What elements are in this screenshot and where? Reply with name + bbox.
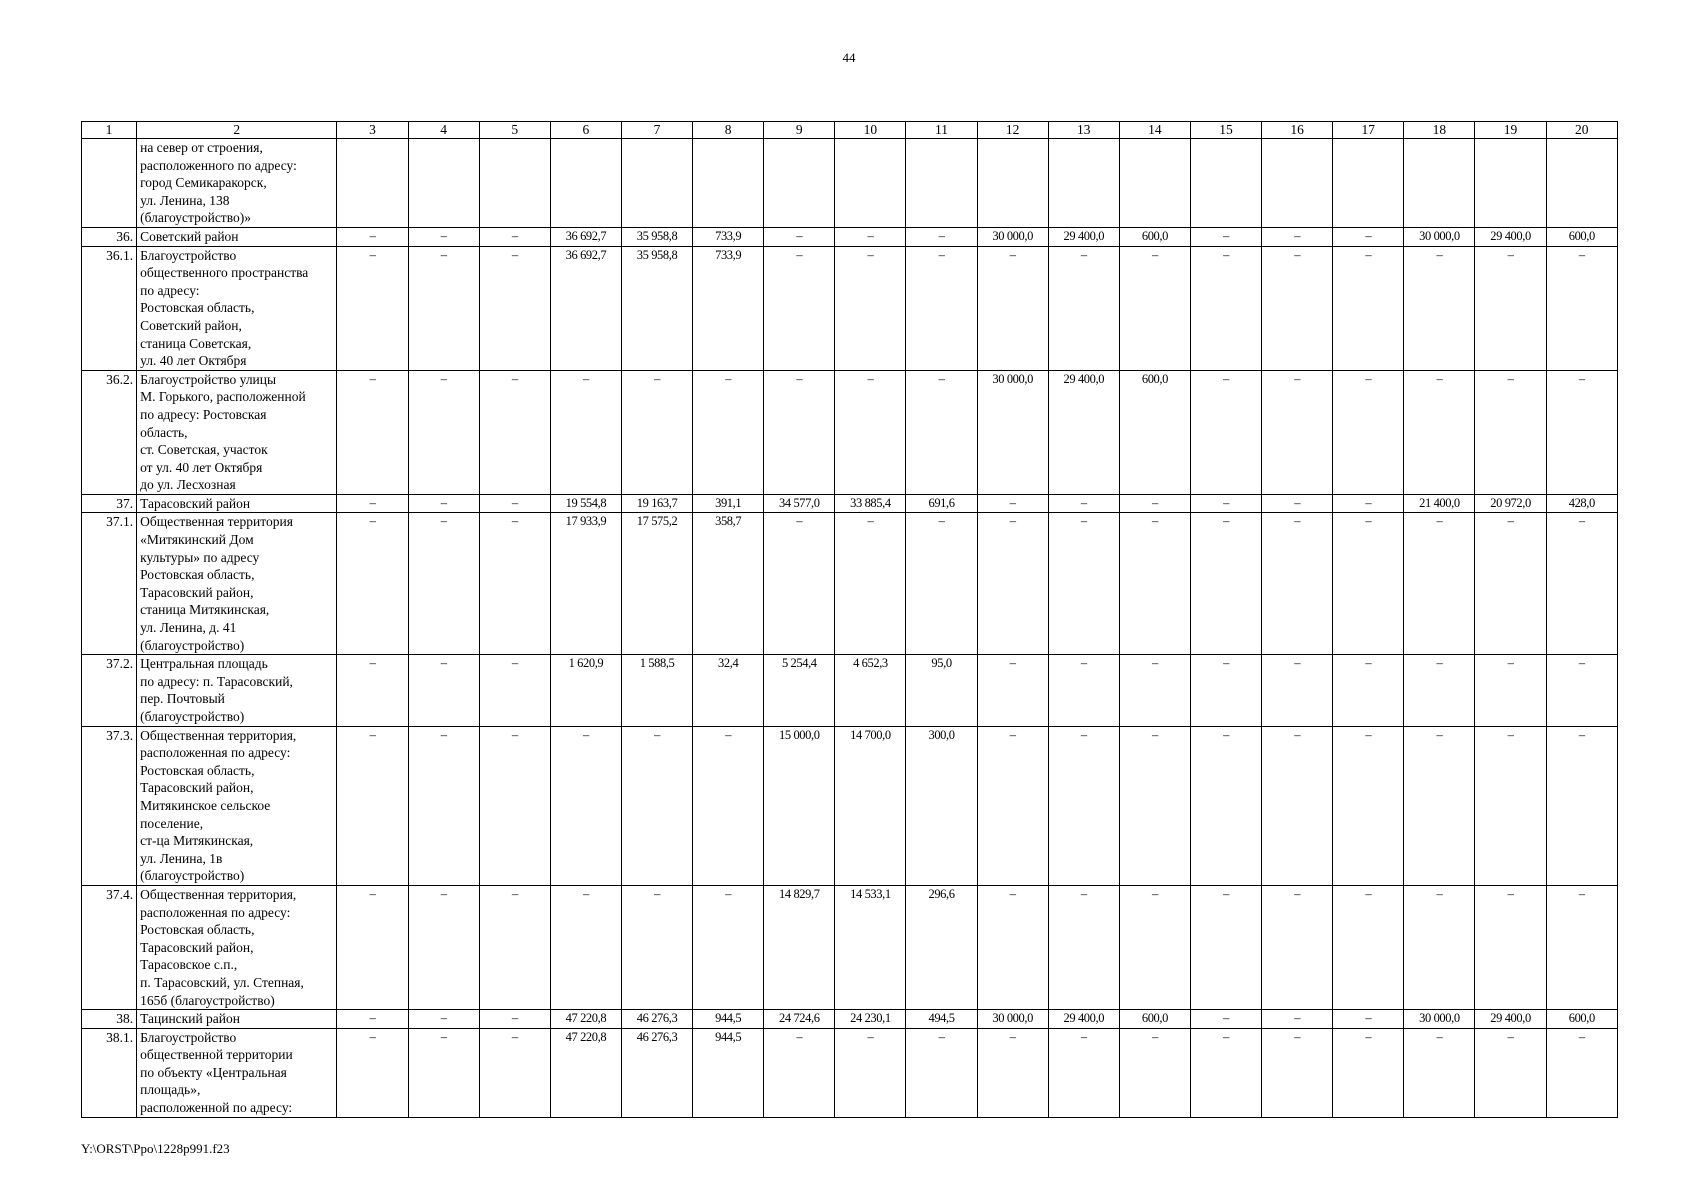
value-cell-col-15: –	[1190, 1010, 1261, 1029]
value-cell-col-5: –	[479, 246, 550, 370]
value-cell-col-15: –	[1190, 885, 1261, 1009]
value-cell-col-11	[906, 139, 977, 228]
value-cell-col-18: –	[1404, 370, 1475, 494]
value-cell-col-17: –	[1333, 655, 1404, 726]
value-cell-col-7: 35 958,8	[621, 227, 692, 246]
column-header-12: 12	[977, 122, 1048, 139]
value-cell-col-11: 296,6	[906, 885, 977, 1009]
value-cell-col-13: 29 400,0	[1048, 370, 1119, 494]
row-description: Общественная территория, расположенная по адресу: Ростовская область, Тарасовский район, Тарасовское с.п., п. Тарасовский, ул. Степная, 165б (благоустройство)	[137, 885, 337, 1009]
value-cell-col-13: 29 400,0	[1048, 1010, 1119, 1029]
column-header-2: 2	[137, 122, 337, 139]
column-header-15: 15	[1190, 122, 1261, 139]
header-row	[82, 122, 1618, 139]
value-cell-col-14: –	[1119, 513, 1190, 655]
value-cell-col-4: –	[408, 885, 479, 1009]
row-description: Благоустройство улицы М. Горького, расположенной по адресу: Ростовская область, ст. Советская, участок от ул. 40 лет Октября до ул. Лесхозная	[137, 370, 337, 494]
value-cell-col-13: –	[1048, 726, 1119, 885]
value-cell-col-19: –	[1475, 655, 1546, 726]
column-header-16: 16	[1262, 122, 1333, 139]
value-cell-col-7: –	[621, 885, 692, 1009]
value-cell-col-13	[1048, 139, 1119, 228]
value-cell-col-10: 33 885,4	[835, 494, 906, 513]
value-cell-col-16	[1262, 139, 1333, 228]
value-cell-col-6: 19 554,8	[550, 494, 621, 513]
column-header-9: 9	[764, 122, 835, 139]
page-number: 44	[842, 50, 856, 65]
row-description: Общественная территория, расположенная по адресу: Ростовская область, Тарасовский район, Митякинское сельское поселение, ст-ца Митякинская, ул. Ленина, 1в (благоустройство)	[137, 726, 337, 885]
value-cell-col-4: –	[408, 1010, 479, 1029]
value-cell-col-9: –	[764, 246, 835, 370]
value-cell-col-10: –	[835, 513, 906, 655]
row-number: 37.3.	[82, 726, 137, 885]
value-cell-col-7: 46 276,3	[621, 1028, 692, 1117]
value-cell-col-11: –	[906, 370, 977, 494]
column-header-10: 10	[835, 122, 906, 139]
value-cell-col-6: 1 620,9	[550, 655, 621, 726]
value-cell-col-12: 30 000,0	[977, 370, 1048, 494]
table-row	[82, 885, 1618, 1009]
value-cell-col-20: –	[1546, 655, 1617, 726]
value-cell-col-18: –	[1404, 885, 1475, 1009]
value-cell-col-16: –	[1262, 726, 1333, 885]
table-body	[82, 139, 1618, 1118]
value-cell-col-5: –	[479, 1028, 550, 1117]
row-description: Общественная территория «Митякинский Дом культуры» по адресу Ростовская область, Тарасовский район, станица Митякинская, ул. Ленина, д. 41 (благоустройство)	[137, 513, 337, 655]
value-cell-col-14: –	[1119, 494, 1190, 513]
value-cell-col-19: –	[1475, 370, 1546, 494]
table-row	[82, 1028, 1618, 1117]
value-cell-col-9: –	[764, 513, 835, 655]
value-cell-col-20: –	[1546, 1028, 1617, 1117]
value-cell-col-18	[1404, 139, 1475, 228]
table-row	[82, 246, 1618, 370]
value-cell-col-20: 600,0	[1546, 227, 1617, 246]
value-cell-col-19: –	[1475, 1028, 1546, 1117]
value-cell-col-14: –	[1119, 246, 1190, 370]
row-number: 38.1.	[82, 1028, 137, 1117]
value-cell-col-8	[693, 139, 764, 228]
value-cell-col-6: 47 220,8	[550, 1010, 621, 1029]
value-cell-col-6: 47 220,8	[550, 1028, 621, 1117]
row-description: на север от строения, расположенного по адресу: город Семикаракорск, ул. Ленина, 138 (благоустройство)»	[137, 139, 337, 228]
value-cell-col-16: –	[1262, 1028, 1333, 1117]
row-number: 37.4.	[82, 885, 137, 1009]
value-cell-col-11: 300,0	[906, 726, 977, 885]
value-cell-col-8: –	[693, 726, 764, 885]
value-cell-col-18: 21 400,0	[1404, 494, 1475, 513]
column-header-18: 18	[1404, 122, 1475, 139]
value-cell-col-12: –	[977, 655, 1048, 726]
value-cell-col-5: –	[479, 370, 550, 494]
value-cell-col-14: 600,0	[1119, 1010, 1190, 1029]
table-row	[82, 1010, 1618, 1029]
value-cell-col-5: –	[479, 1010, 550, 1029]
value-cell-col-6: –	[550, 885, 621, 1009]
value-cell-col-20: –	[1546, 246, 1617, 370]
value-cell-col-4: –	[408, 246, 479, 370]
value-cell-col-17: –	[1333, 1010, 1404, 1029]
value-cell-col-3	[337, 139, 408, 228]
row-number: 37.2.	[82, 655, 137, 726]
value-cell-col-14: –	[1119, 1028, 1190, 1117]
value-cell-col-10: –	[835, 227, 906, 246]
value-cell-col-5: –	[479, 885, 550, 1009]
value-cell-col-8: 391,1	[693, 494, 764, 513]
value-cell-col-9: 14 829,7	[764, 885, 835, 1009]
value-cell-col-8: 32,4	[693, 655, 764, 726]
row-description: Благоустройство общественного пространства по адресу: Ростовская область, Советский район, станица Советская, ул. 40 лет Октября	[137, 246, 337, 370]
value-cell-col-16: –	[1262, 246, 1333, 370]
value-cell-col-18: –	[1404, 1028, 1475, 1117]
row-number	[82, 139, 137, 228]
value-cell-col-3: –	[337, 370, 408, 494]
column-header-5: 5	[479, 122, 550, 139]
value-cell-col-14: –	[1119, 885, 1190, 1009]
value-cell-col-9: 5 254,4	[764, 655, 835, 726]
value-cell-col-15: –	[1190, 370, 1261, 494]
value-cell-col-11: 494,5	[906, 1010, 977, 1029]
value-cell-col-17	[1333, 139, 1404, 228]
value-cell-col-4: –	[408, 1028, 479, 1117]
value-cell-col-3: –	[337, 726, 408, 885]
value-cell-col-7: 35 958,8	[621, 246, 692, 370]
value-cell-col-18: –	[1404, 655, 1475, 726]
value-cell-col-19	[1475, 139, 1546, 228]
value-cell-col-14: 600,0	[1119, 370, 1190, 494]
value-cell-col-17: –	[1333, 1028, 1404, 1117]
column-header-17: 17	[1333, 122, 1404, 139]
value-cell-col-18: –	[1404, 246, 1475, 370]
row-number: 36.1.	[82, 246, 137, 370]
value-cell-col-12: –	[977, 1028, 1048, 1117]
value-cell-col-15: –	[1190, 227, 1261, 246]
value-cell-col-16: –	[1262, 655, 1333, 726]
value-cell-col-7: 19 163,7	[621, 494, 692, 513]
value-cell-col-19: –	[1475, 246, 1546, 370]
table-row	[82, 513, 1618, 655]
value-cell-col-5: –	[479, 227, 550, 246]
value-cell-col-11: –	[906, 513, 977, 655]
value-cell-col-8: 944,5	[693, 1028, 764, 1117]
value-cell-col-8: –	[693, 885, 764, 1009]
value-cell-col-12: –	[977, 726, 1048, 885]
value-cell-col-14	[1119, 139, 1190, 228]
column-header-3: 3	[337, 122, 408, 139]
value-cell-col-20: 600,0	[1546, 1010, 1617, 1029]
value-cell-col-11: –	[906, 1028, 977, 1117]
value-cell-col-13: –	[1048, 655, 1119, 726]
value-cell-col-19: –	[1475, 885, 1546, 1009]
value-cell-col-16: –	[1262, 494, 1333, 513]
value-cell-col-5: –	[479, 513, 550, 655]
value-cell-col-8: 358,7	[693, 513, 764, 655]
row-number: 36.	[82, 227, 137, 246]
value-cell-col-7: 46 276,3	[621, 1010, 692, 1029]
value-cell-col-6: –	[550, 370, 621, 494]
value-cell-col-4: –	[408, 370, 479, 494]
value-cell-col-13: –	[1048, 1028, 1119, 1117]
value-cell-col-20	[1546, 139, 1617, 228]
value-cell-col-13: –	[1048, 513, 1119, 655]
footer-file-path: Y:\ORST\Ppo\1228p991.f23	[81, 1141, 230, 1156]
value-cell-col-13: –	[1048, 494, 1119, 513]
value-cell-col-3: –	[337, 246, 408, 370]
value-cell-col-9: 24 724,6	[764, 1010, 835, 1029]
value-cell-col-13: –	[1048, 885, 1119, 1009]
value-cell-col-12: 30 000,0	[977, 1010, 1048, 1029]
value-cell-col-15: –	[1190, 1028, 1261, 1117]
budget-table	[81, 121, 1618, 1118]
row-description: Центральная площадь по адресу: п. Тарасовский, пер. Почтовый (благоустройство)	[137, 655, 337, 726]
value-cell-col-17: –	[1333, 246, 1404, 370]
value-cell-col-12: –	[977, 246, 1048, 370]
value-cell-col-20: –	[1546, 370, 1617, 494]
value-cell-col-7: –	[621, 726, 692, 885]
value-cell-col-15	[1190, 139, 1261, 228]
value-cell-col-12: 30 000,0	[977, 227, 1048, 246]
value-cell-col-3: –	[337, 1028, 408, 1117]
value-cell-col-9: –	[764, 1028, 835, 1117]
value-cell-col-5	[479, 139, 550, 228]
value-cell-col-9: –	[764, 227, 835, 246]
value-cell-col-16: –	[1262, 227, 1333, 246]
value-cell-col-8: 944,5	[693, 1010, 764, 1029]
value-cell-col-8: 733,9	[693, 227, 764, 246]
row-number: 36.2.	[82, 370, 137, 494]
value-cell-col-5: –	[479, 726, 550, 885]
value-cell-col-18: 30 000,0	[1404, 227, 1475, 246]
row-description: Тацинский район	[137, 1010, 337, 1029]
value-cell-col-10: 24 230,1	[835, 1010, 906, 1029]
value-cell-col-13: 29 400,0	[1048, 227, 1119, 246]
table-row	[82, 139, 1618, 228]
column-header-14: 14	[1119, 122, 1190, 139]
value-cell-col-17: –	[1333, 885, 1404, 1009]
value-cell-col-19: –	[1475, 513, 1546, 655]
value-cell-col-17: –	[1333, 726, 1404, 885]
value-cell-col-6: 36 692,7	[550, 227, 621, 246]
value-cell-col-5: –	[479, 494, 550, 513]
value-cell-col-17: –	[1333, 513, 1404, 655]
table-row	[82, 227, 1618, 246]
value-cell-col-4: –	[408, 494, 479, 513]
value-cell-col-6	[550, 139, 621, 228]
row-number: 38.	[82, 1010, 137, 1029]
value-cell-col-12: –	[977, 513, 1048, 655]
column-header-11: 11	[906, 122, 977, 139]
value-cell-col-20: 428,0	[1546, 494, 1617, 513]
table-row	[82, 655, 1618, 726]
value-cell-col-14: –	[1119, 655, 1190, 726]
column-header-8: 8	[693, 122, 764, 139]
value-cell-col-7: –	[621, 370, 692, 494]
value-cell-col-3: –	[337, 227, 408, 246]
value-cell-col-10: 14 700,0	[835, 726, 906, 885]
column-header-13: 13	[1048, 122, 1119, 139]
value-cell-col-3: –	[337, 885, 408, 1009]
value-cell-col-12	[977, 139, 1048, 228]
value-cell-col-19: 29 400,0	[1475, 1010, 1546, 1029]
value-cell-col-19: 29 400,0	[1475, 227, 1546, 246]
value-cell-col-15: –	[1190, 513, 1261, 655]
column-header-1: 1	[82, 122, 137, 139]
value-cell-col-3: –	[337, 655, 408, 726]
value-cell-col-18: –	[1404, 726, 1475, 885]
value-cell-col-11: 95,0	[906, 655, 977, 726]
value-cell-col-9: –	[764, 370, 835, 494]
value-cell-col-4: –	[408, 227, 479, 246]
value-cell-col-14: 600,0	[1119, 227, 1190, 246]
value-cell-col-7: 1 588,5	[621, 655, 692, 726]
value-cell-col-10	[835, 139, 906, 228]
value-cell-col-7: 17 575,2	[621, 513, 692, 655]
value-cell-col-11: 691,6	[906, 494, 977, 513]
table-row	[82, 726, 1618, 885]
value-cell-col-15: –	[1190, 494, 1261, 513]
row-description: Благоустройство общественной территории по объекту «Центральная площадь», расположенной по адресу:	[137, 1028, 337, 1117]
value-cell-col-8: 733,9	[693, 246, 764, 370]
value-cell-col-15: –	[1190, 655, 1261, 726]
column-header-4: 4	[408, 122, 479, 139]
value-cell-col-5: –	[479, 655, 550, 726]
value-cell-col-9: 34 577,0	[764, 494, 835, 513]
value-cell-col-17: –	[1333, 370, 1404, 494]
value-cell-col-10: 4 652,3	[835, 655, 906, 726]
value-cell-col-14: –	[1119, 726, 1190, 885]
value-cell-col-6: 17 933,9	[550, 513, 621, 655]
value-cell-col-11: –	[906, 246, 977, 370]
value-cell-col-4: –	[408, 655, 479, 726]
column-header-7: 7	[621, 122, 692, 139]
value-cell-col-20: –	[1546, 513, 1617, 655]
value-cell-col-3: –	[337, 1010, 408, 1029]
value-cell-col-12: –	[977, 885, 1048, 1009]
value-cell-col-9	[764, 139, 835, 228]
value-cell-col-18: –	[1404, 513, 1475, 655]
table-row	[82, 370, 1618, 494]
row-description: Тарасовский район	[137, 494, 337, 513]
column-header-19: 19	[1475, 122, 1546, 139]
value-cell-col-11: –	[906, 227, 977, 246]
value-cell-col-4: –	[408, 513, 479, 655]
value-cell-col-15: –	[1190, 726, 1261, 885]
value-cell-col-16: –	[1262, 1010, 1333, 1029]
value-cell-col-13: –	[1048, 246, 1119, 370]
value-cell-col-6: 36 692,7	[550, 246, 621, 370]
value-cell-col-10: 14 533,1	[835, 885, 906, 1009]
value-cell-col-19: 20 972,0	[1475, 494, 1546, 513]
table-row	[82, 494, 1618, 513]
value-cell-col-20: –	[1546, 885, 1617, 1009]
value-cell-col-17: –	[1333, 494, 1404, 513]
column-header-6: 6	[550, 122, 621, 139]
row-description: Советский район	[137, 227, 337, 246]
value-cell-col-17: –	[1333, 227, 1404, 246]
value-cell-col-16: –	[1262, 513, 1333, 655]
value-cell-col-4	[408, 139, 479, 228]
value-cell-col-15: –	[1190, 246, 1261, 370]
value-cell-col-4: –	[408, 726, 479, 885]
value-cell-col-18: 30 000,0	[1404, 1010, 1475, 1029]
value-cell-col-19: –	[1475, 726, 1546, 885]
value-cell-col-3: –	[337, 513, 408, 655]
value-cell-col-3: –	[337, 494, 408, 513]
value-cell-col-8: –	[693, 370, 764, 494]
value-cell-col-16: –	[1262, 370, 1333, 494]
value-cell-col-6: –	[550, 726, 621, 885]
value-cell-col-10: –	[835, 1028, 906, 1117]
value-cell-col-9: 15 000,0	[764, 726, 835, 885]
value-cell-col-10: –	[835, 370, 906, 494]
row-number: 37.1.	[82, 513, 137, 655]
value-cell-col-16: –	[1262, 885, 1333, 1009]
row-number: 37.	[82, 494, 137, 513]
value-cell-col-12: –	[977, 494, 1048, 513]
value-cell-col-20: –	[1546, 726, 1617, 885]
column-header-20: 20	[1546, 122, 1617, 139]
value-cell-col-7	[621, 139, 692, 228]
value-cell-col-10: –	[835, 246, 906, 370]
